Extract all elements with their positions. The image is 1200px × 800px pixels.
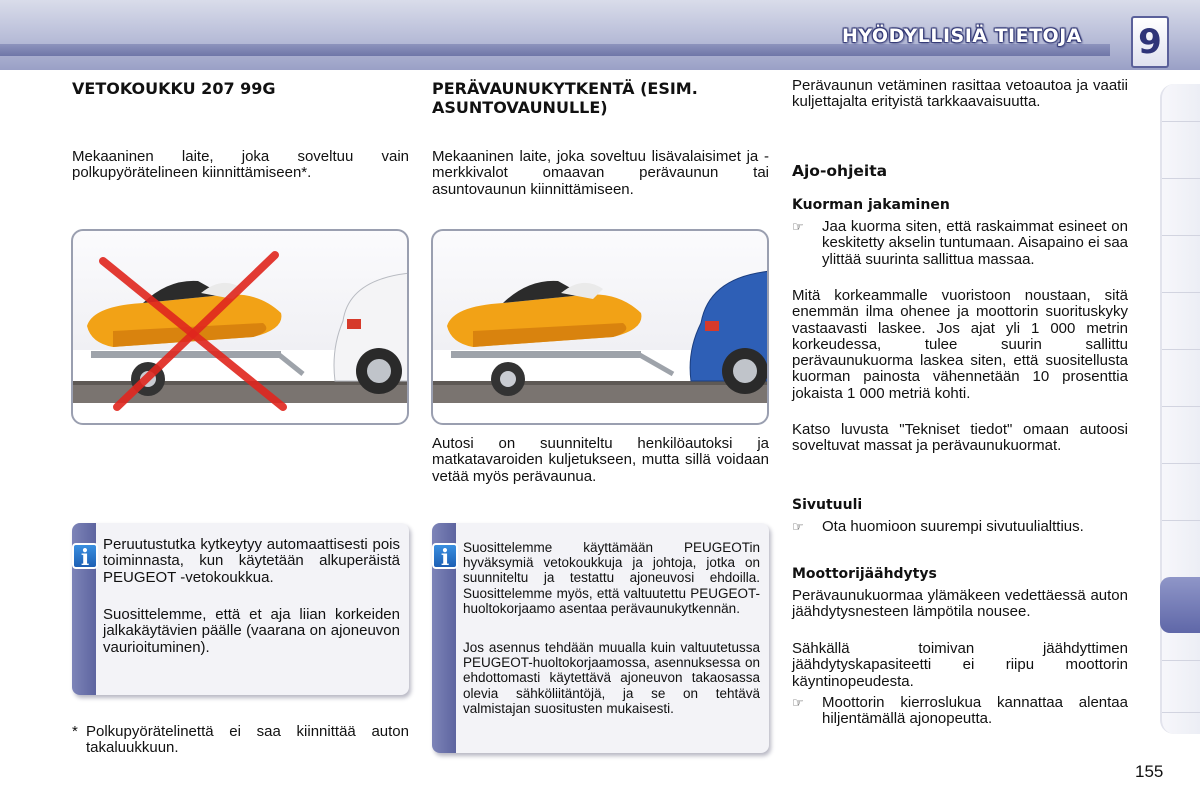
footnote-mark: * bbox=[72, 723, 78, 740]
illustration-jetski-trailer-blue-car bbox=[431, 229, 769, 425]
cooling-paragraph-2: Sähkällä toimivan jäähdyttimen jäähdytyskapasiteetti ei riipu moottorin käyntinopeudesta. bbox=[792, 640, 1128, 690]
side-tab-divider bbox=[1162, 660, 1200, 661]
info-icon: i bbox=[432, 543, 458, 569]
section-heading-trailer-coupling: PERÄVAUNUKYTKENTÄ (ESIM. ASUNTOVAUNULLE) bbox=[432, 79, 698, 117]
bullet-text: Ota huomioon suurempi sivutuulialttius. bbox=[822, 518, 1084, 535]
side-tab-divider bbox=[1162, 349, 1200, 350]
side-tab-divider bbox=[1162, 235, 1200, 236]
page-number: 155 bbox=[1135, 762, 1164, 781]
bullet-load-distribution bbox=[792, 219, 1128, 268]
bullet-crosswind bbox=[792, 519, 1128, 535]
info-icon: i bbox=[72, 543, 98, 569]
bullet-engine-speed bbox=[792, 695, 1128, 728]
info-text-recommended-towbars: Suosittelemme käyttämään PEUGEOTin hyväksymiä vetokoukkuja ja johtoja, jotka on suunniteltu ja testattu ajoneuvosi ehdoilla. Suosittelemme myös, että valtuutettu PEUGEOT-huoltokorjaamo asentaa perävaunukytkennän. bbox=[463, 540, 760, 616]
side-tab-divider bbox=[1162, 406, 1200, 407]
chapter-tab bbox=[1131, 16, 1169, 68]
info-box-peugeot-towbar bbox=[432, 523, 769, 753]
side-tab-divider bbox=[1162, 121, 1200, 122]
trailer-coupling-intro: Mekaaninen laite, joka soveltuu lisävalaisimet ja -merkkivalot omaavan perävaunun tai asuntovaunun kiinnittämiseen. bbox=[432, 148, 769, 198]
bullet-text: Moottorin kierroslukua kannattaa alentaa hiljentämällä ajonopeutta. bbox=[822, 694, 1128, 728]
cooling-paragraph-1: Perävaunukuormaa ylämäkeen vedettäessä auton jäähdytysnesteen lämpötila nousee. bbox=[792, 587, 1128, 621]
subheading-crosswind: Sivutuuli bbox=[792, 497, 863, 513]
technical-data-paragraph: Katso luvusta "Tekniset tiedot" omaan autoosi soveltuvat massat ja perävaunukuormat. bbox=[792, 421, 1128, 455]
car-designed-text: Autosi on suunniteltu henkilöautoksi ja matkatavaroiden kuljetukseen, mutta sillä voidaan vetää myös perävaunua. bbox=[432, 435, 769, 485]
bullet-text: Jaa kuorma siten, että raskaimmat esineet on keskitetty akselin tuntumaan. Aisapaino ei saa ylittää suurinta sallittua massaa. bbox=[822, 218, 1129, 268]
side-tab-divider bbox=[1162, 520, 1200, 521]
chapter-title: HYÖDYLLISIÄ TIETOJA bbox=[841, 25, 1082, 47]
chapter-number: 9 bbox=[1138, 22, 1162, 62]
pointing-hand-icon: ☞ bbox=[792, 695, 804, 710]
section-heading-towbar: VETOKOUKKU 207 99G bbox=[72, 79, 276, 98]
footnote-text: Polkupyörätelinettä ei saa kiinnittää auton takaluukkuun. bbox=[86, 723, 409, 757]
altitude-paragraph: Mitä korkeammalle vuoristoon noustaan, sitä enemmän ilma ohenee ja moottorin suorituskyky vastaavasti laskee. Jos ajat yli 1 000 metrin korkeudessa, tulee suurin sallittu perävaunukuorma laskea siten, että suositellusta kuorman painosta vähennetään 10 prosenttia jokaista 1 000 metriä kohti. bbox=[792, 287, 1128, 402]
side-tab-divider bbox=[1162, 178, 1200, 179]
towing-intro: Perävaunun vetäminen rasittaa vetoautoa ja vaatii kuljettajalta erityistä tarkkaavaisuutta. bbox=[792, 77, 1128, 111]
info-text-curbs: Suosittelemme, että et aja liian korkeiden jalkakäytävien päälle (vaarana on ajoneuvon vaurioituminen). bbox=[103, 606, 400, 656]
info-text-parking-sensors: Peruutustutka kytkeytyy automaattisesti pois toiminnasta, kun käytetään alkuperäistä PEUGEOT -vetokoukkua. bbox=[103, 536, 400, 586]
subheading-load-distribution: Kuorman jakaminen bbox=[792, 197, 950, 213]
side-tab-divider bbox=[1162, 712, 1200, 713]
side-tab-rail bbox=[1160, 84, 1200, 734]
pointing-hand-icon: ☞ bbox=[792, 519, 804, 534]
illustration-crossed-out-jetski-trailer bbox=[71, 229, 409, 425]
towbar-intro: Mekaaninen laite, joka soveltuu vain polkupyörätelineen kiinnittämiseen*. bbox=[72, 148, 409, 182]
section-heading-driving-tips: Ajo-ohjeita bbox=[792, 162, 888, 180]
info-text-installation-elsewhere: Jos asennus tehdään muualla kuin valtuutetussa PEUGEOT-huoltokorjaamossa, asennuksessa on ehdottomasti käytettävä ajoneuvon takaosassa olevia sähköliitäntöjä, ja se on tehtävä valmistajan suositusten mukaisesti. bbox=[463, 640, 760, 716]
info-box-parking-sensors bbox=[72, 523, 409, 695]
footnote bbox=[72, 724, 409, 757]
subheading-engine-cooling: Moottorijäähdytys bbox=[792, 566, 937, 582]
pointing-hand-icon: ☞ bbox=[792, 219, 804, 234]
side-tab-divider bbox=[1162, 292, 1200, 293]
side-tab-active bbox=[1160, 577, 1200, 633]
side-tab-divider bbox=[1162, 463, 1200, 464]
